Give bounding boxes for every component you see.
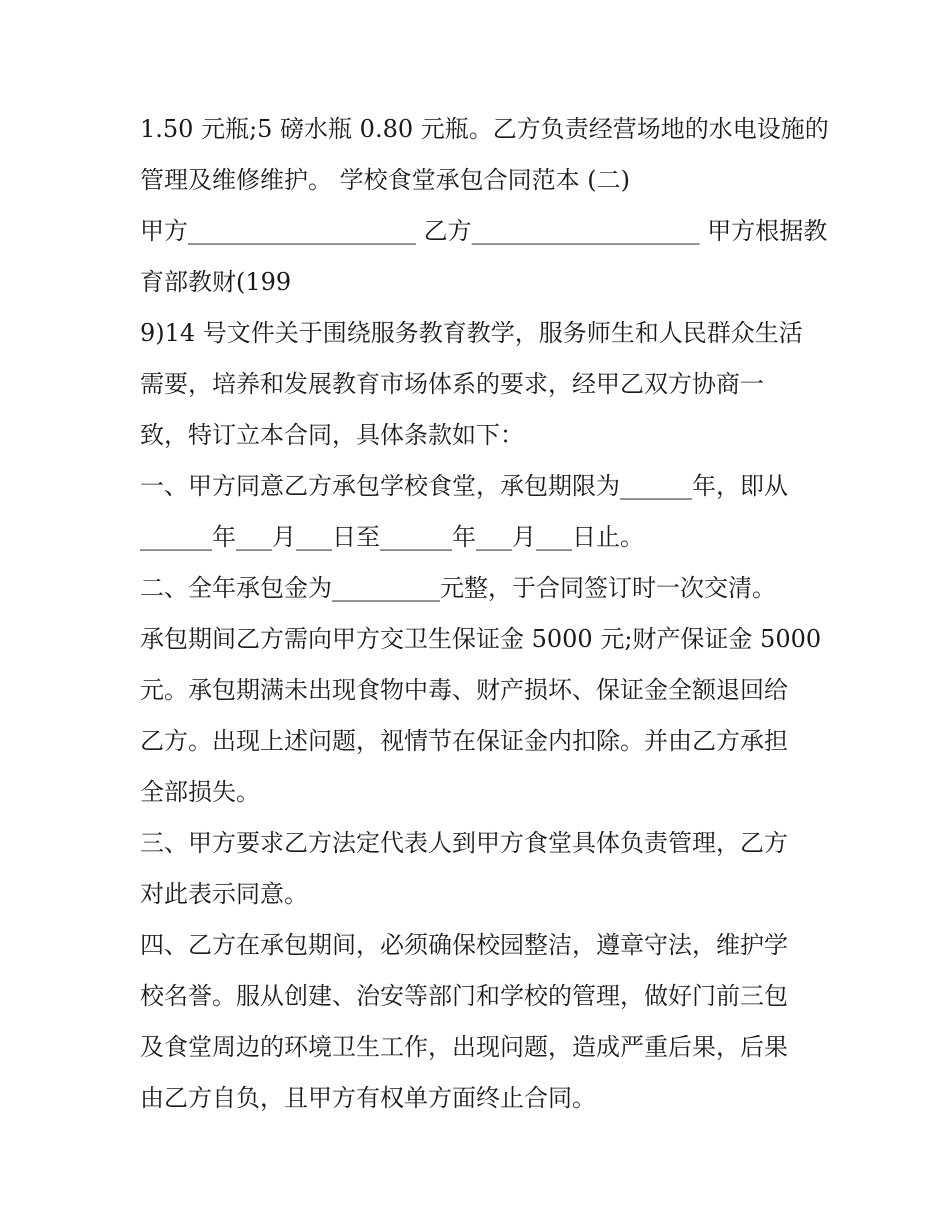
text-line: 对此表示同意。	[140, 880, 308, 908]
text-line: 管理及维修维护。 学校食堂承包合同范本 (二)	[140, 166, 630, 194]
text-line: ______年___月___日至______年___月___日止。	[140, 523, 644, 551]
text-line: 1.50 元瓶;5 磅水瓶 0.80 元瓶。乙方负责经营场地的水电设施的	[140, 115, 829, 143]
text-line: 全部损失。	[140, 778, 260, 806]
text-line: 承包期间乙方需向甲方交卫生保证金 5000 元;财产保证金 5000	[140, 625, 822, 653]
text-line: 及食堂周边的环境卫生工作，出现问题，造成严重后果，后果	[140, 1033, 788, 1061]
text-line: 乙方。出现上述问题，视情节在保证金内扣除。并由乙方承担	[140, 727, 788, 755]
text-line: 一、甲方同意乙方承包学校食堂，承包期限为______年，即从	[140, 472, 788, 500]
text-line: 需要，培养和发展教育市场体系的要求，经甲乙双方协商一	[140, 370, 764, 398]
text-line: 校名誉。服从创建、治安等部门和学校的管理，做好门前三包	[140, 982, 788, 1010]
text-line: 致，特订立本合同，具体条款如下：	[140, 421, 524, 449]
text-line: 9)14 号文件关于围绕服务教育教学，服务师生和人民群众生活	[140, 319, 803, 347]
text-line: 三、甲方要求乙方法定代表人到甲方食堂具体负责管理，乙方	[140, 829, 788, 857]
text-line: 元。承包期满未出现食物中毒、财产损坏、保证金全额退回给	[140, 676, 788, 704]
text-line: 育部教财(199	[140, 268, 292, 296]
text-line: 四、乙方在承包期间，必须确保校园整洁，遵章守法，维护学	[140, 931, 788, 959]
text-line: 由乙方自负，且甲方有权单方面终止合同。	[140, 1084, 596, 1112]
contract-text	[140, 104, 829, 1124]
text-line: 甲方___________________ 乙方___________________ 甲方根据教	[140, 217, 828, 245]
text-line: 二、全年承包金为_________元整，于合同签订时一次交清。	[140, 574, 776, 602]
